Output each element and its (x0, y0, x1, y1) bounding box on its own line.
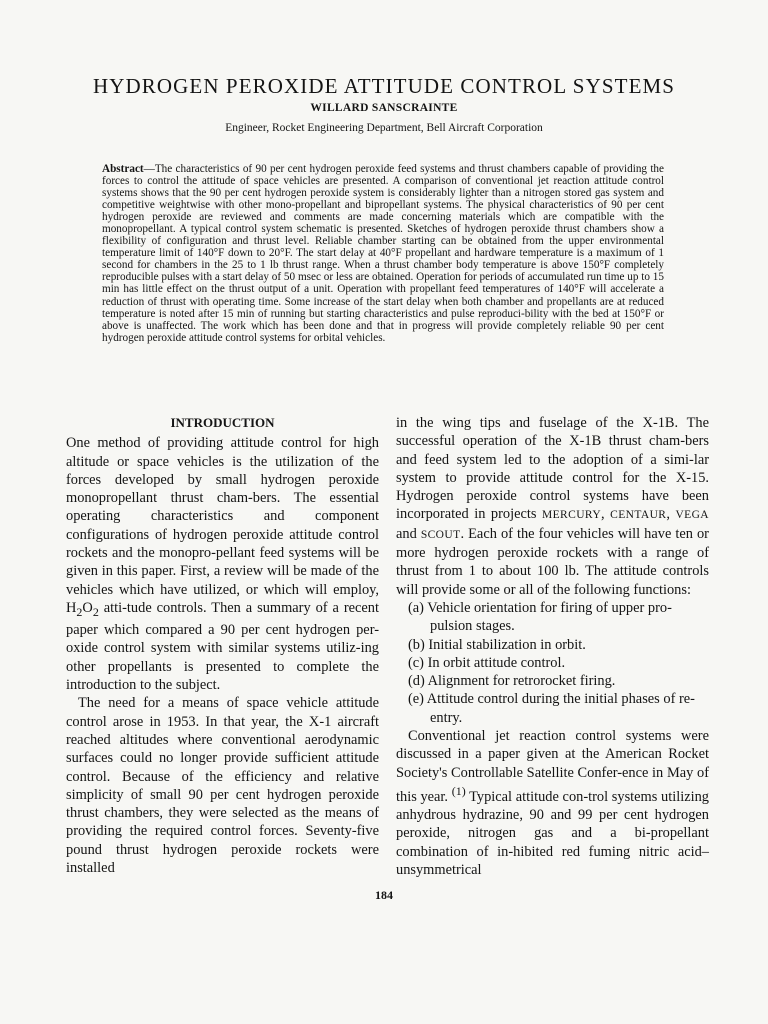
reference-marker: (1) (451, 783, 466, 798)
functions-list (396, 599, 709, 727)
project-mercury: MERCURY (542, 509, 602, 522)
intro-paragraph-2: The need for a means of space vehicle attitude control arose in 1953. In that year, the X-1 aircraft reached altitudes where conventional aerodynamic surfaces could no longer provide sufficient attitude control. Because of the efficiency and relative simplicity of small 90 per cent hydrogen peroxide thrust chambers, they were selected as the means of providing the required control forces. Seventy-five pound thrust hydrogen peroxide rockets were installed (66, 695, 379, 876)
project-vega: VEGA (675, 509, 709, 522)
author-affiliation: Engineer, Rocket Engineering Department, Bell Aircraft Corporation (225, 122, 543, 134)
separator-and: and (396, 525, 421, 542)
left-column (66, 414, 379, 877)
formula-o: O (82, 599, 93, 616)
page-number: 184 (375, 888, 393, 902)
subscript-2b: 2 (92, 604, 99, 619)
separator-comma-2: , (666, 506, 676, 523)
list-item: (e) Attitude control during the initial phases of re-entry. (408, 691, 695, 726)
abstract (102, 163, 664, 344)
subscript-2a: 2 (76, 604, 83, 619)
list-item: (c) In orbit attitude control. (408, 654, 566, 671)
intro-paragraph-1 (66, 434, 379, 694)
right-column (396, 414, 709, 879)
intro-p1-text-b: atti-tude controls. Then a summary of a recent paper which compared a 90 per cent hydrogen per-oxide control system with similar systems utiliz-ing other propellants is presented to complete the introduction to the subject. (66, 599, 379, 694)
project-centaur: CENTAUR (610, 509, 667, 522)
right-paragraph-2 (396, 727, 709, 879)
abstract-label: Abstract (102, 163, 144, 175)
right-p1-text-b: . Each of the four vehicles will have ten or more hydrogen peroxide rockets with a range of thrust from 1 to about 100 lb. The attitude controls will provide some or all of the following functions: (396, 525, 709, 598)
abstract-text: —The characteristics of 90 per cent hydrogen peroxide feed systems and thrust chambers capable of providing the forces to control the attitude of space vehicles are presented. A comparison of conventional jet reaction attitude control systems shows that the 90 per cent hydrogen peroxide system is considerably lighter than a nitrogen stored gas system and competitive weightwise with other mono-propellant and bipropellant systems. The physical characteristics of 90 per cent hydrogen peroxide are reviewed and comments are made concerning materials which are compatible with the monopropellant. A typical control system schematic is presented. Sketches of hydrogen peroxide thrust chambers show a flexibility of configuration and thrust level. Reliable chamber starting can be obtained from the upper environmental temperature limit of 140°F down to 20°F. The start delay at 40°F propellant and hardware temperature is a maximum of 1 second for chambers in the 25 to 1 lb thrust range. When a thrust chamber body temperature is above 150°F completely reproducible pulses with a start delay of 50 msec or less are obtained. Operation for periods of accumulated run time up to 15 min has little effect on the thrust output of a unit. Operation with propellant feed temperatures of 140°F will accelerate a reduction of thrust with operating time. Some increase of the start delay when both chamber and propellants are at reduced temperature is noted after 15 min of running but starting characteristics and pulse reproduci-bility with the bed at 150°F or above is unaffected. The work which has been done and that in progress will provide completely reliable 90 per cent hydrogen peroxide attitude control systems for orbital vehicles. (102, 163, 664, 344)
author-name: WILLARD SANSCRAINTE (310, 102, 458, 114)
right-paragraph-1 (396, 414, 709, 599)
separator-comma-1: , (601, 506, 611, 523)
right-p2-text-b: Typical attitude con-trol systems utilizing anhydrous hydrazine, 90 and 99 per cent hydrogen peroxide, nitrogen gas and a bi-propellant combination of in-hibited red fuming nitric acid–unsymmetrical (396, 788, 709, 878)
project-scout: SCOUT (420, 528, 461, 541)
article-title: HYDROGEN PEROXIDE ATTITUDE CONTROL SYSTEMS (92, 74, 676, 99)
section-heading-introduction: INTRODUCTION (170, 415, 275, 430)
list-item: (b) Initial stabilization in orbit. (408, 636, 586, 653)
intro-p1-text-a: One method of providing attitude control for high altitude or space vehicles is the utilization of the forces developed by small hydrogen peroxide monopropellant thrust cham-bers. The essential operating characteristics and component configurations of hydrogen peroxide attitude control rockets and the monopro-pellant feed systems will be given in this paper. First, a review will be made of the vehicles which have utilized, or which will employ, H (66, 435, 379, 616)
right-p2-text-a: Conventional jet reaction control systems were discussed in a paper given at the American Rocket Society's Controllable Satellite Confer-ence in May of this year. (396, 728, 709, 805)
right-p1-text-a: in the wing tips and fuselage of the X-1B. The successful operation of the X-1B thrust cham-bers and feed system led to the adoption of a simi-lar system to provide attitude control for the X-15. Hydrogen peroxide control systems have been incorporated in projects (396, 415, 709, 523)
list-item: (a) Vehicle orientation for firing of upper pro-pulsion stages. (408, 599, 672, 635)
list-item: (d) Alignment for retrorocket firing. (408, 673, 616, 690)
